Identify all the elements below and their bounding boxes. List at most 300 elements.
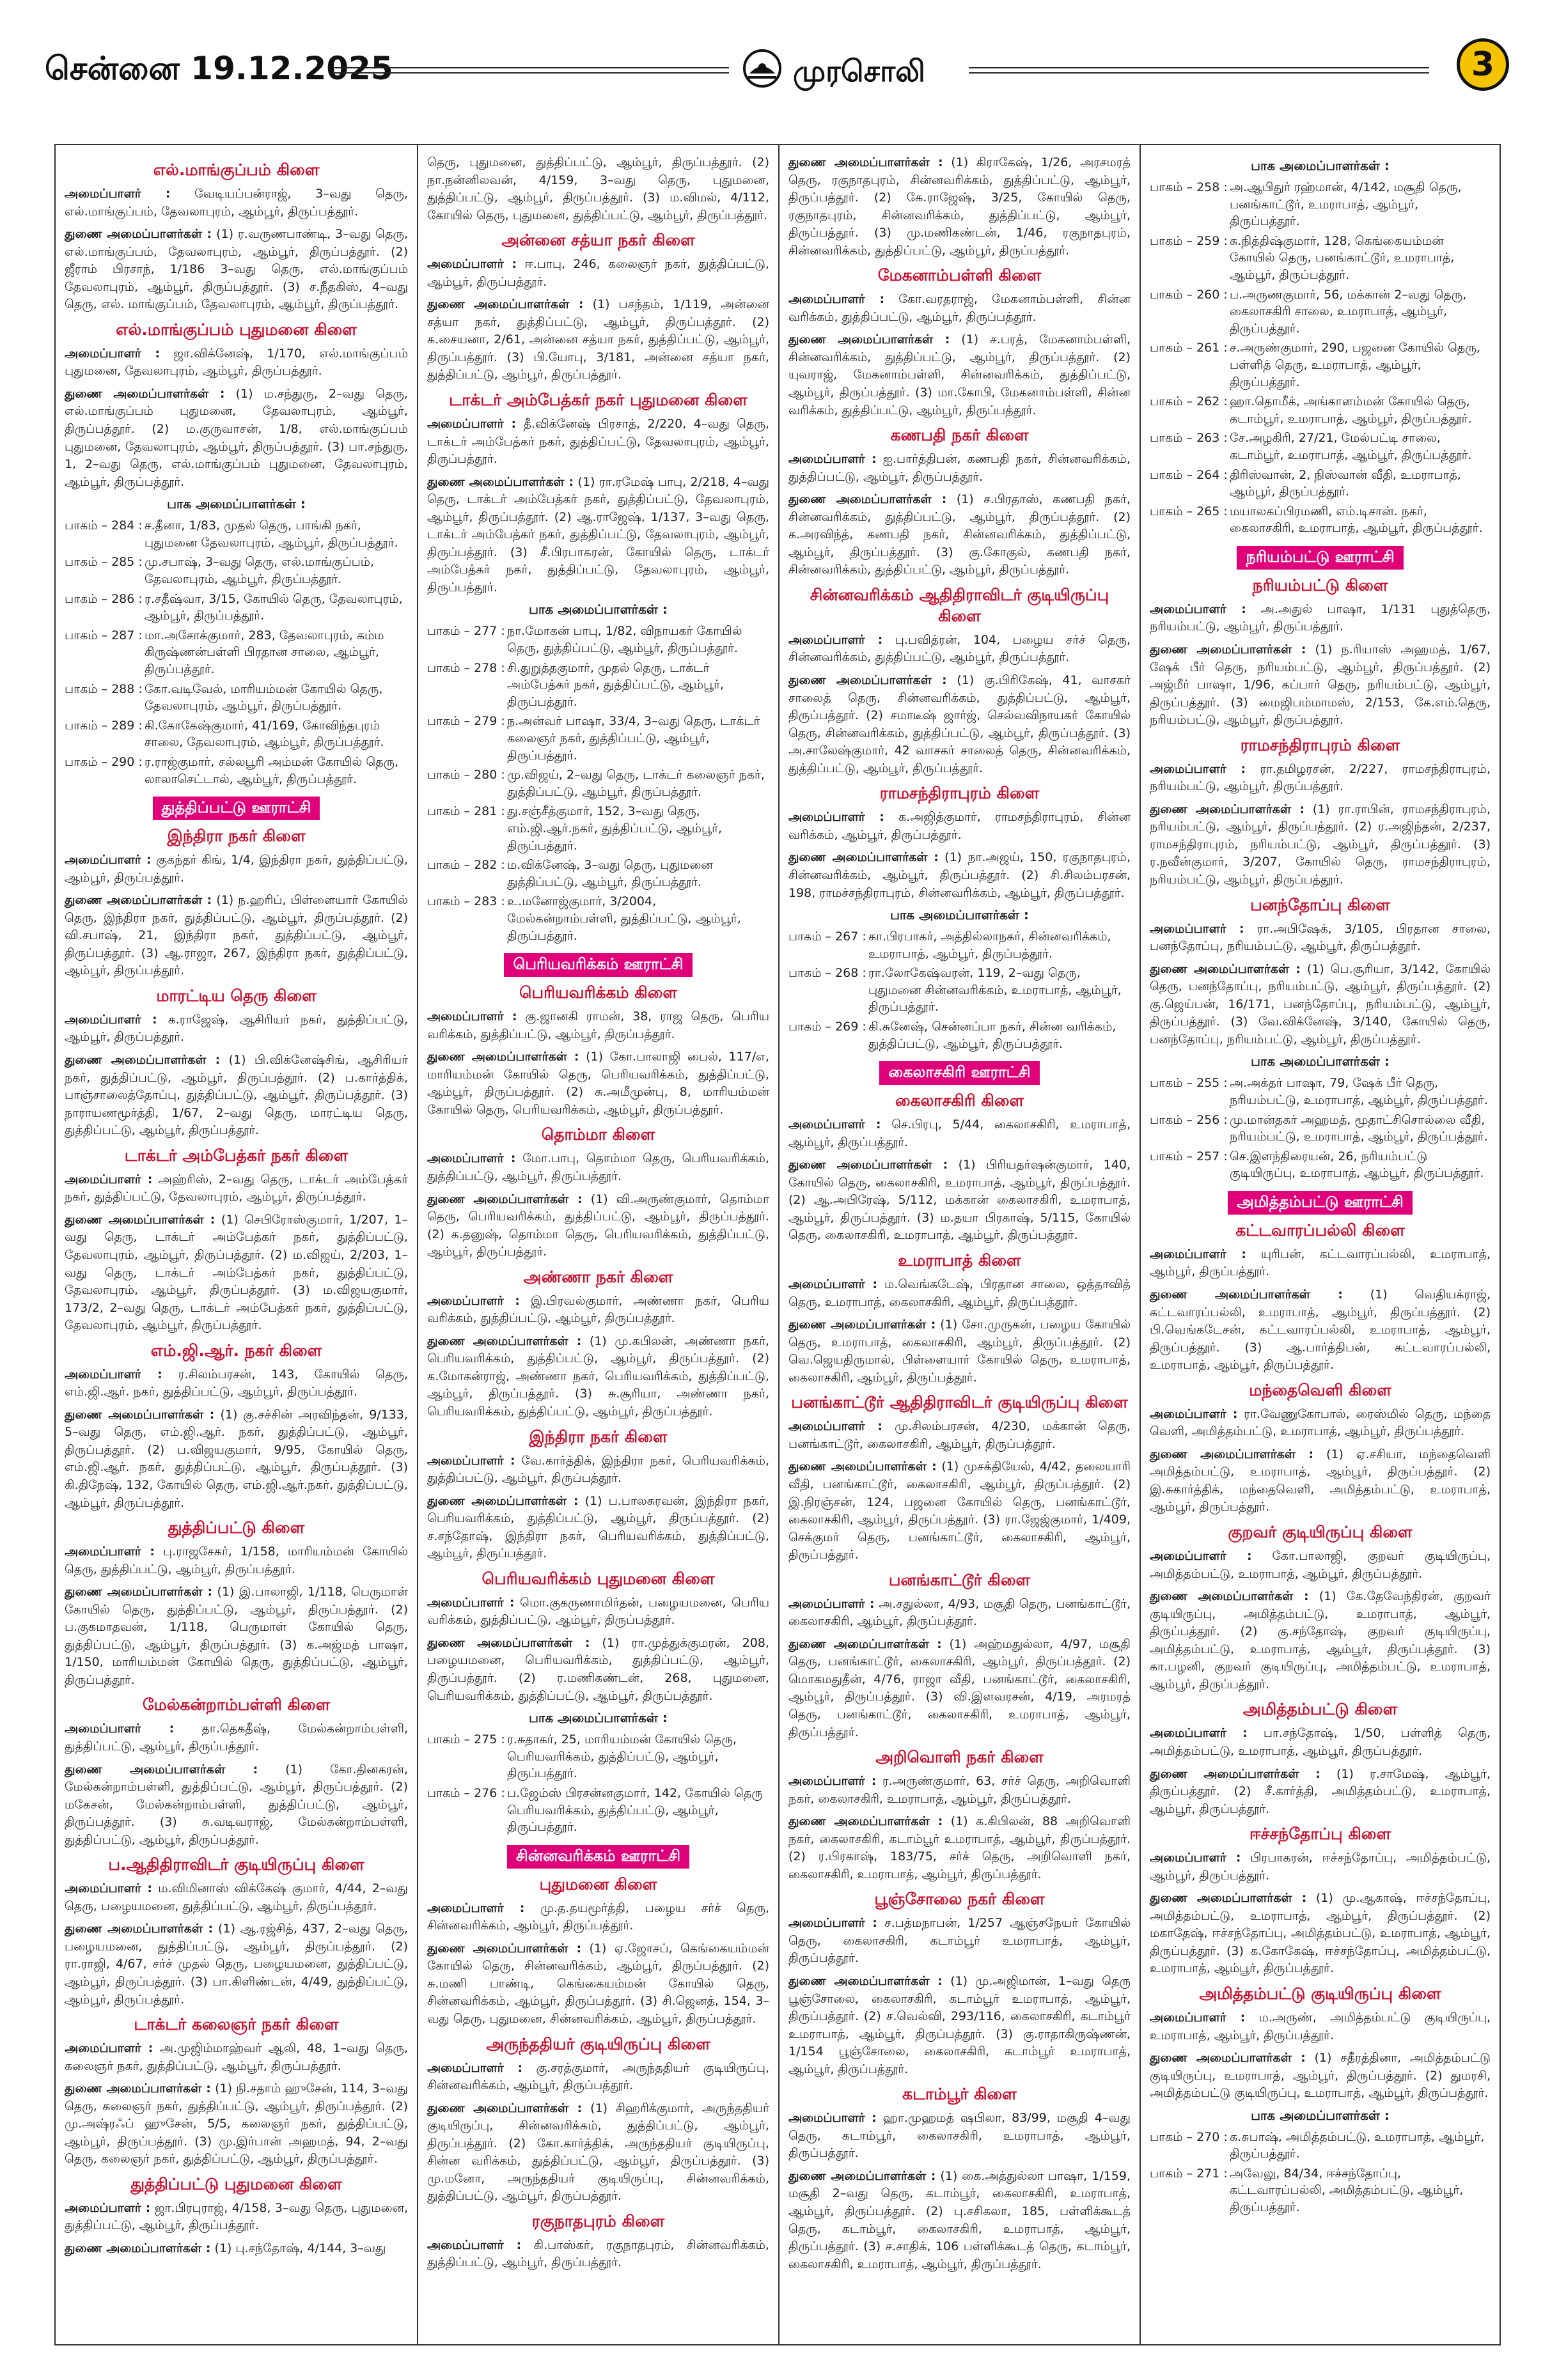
organizer-entry bbox=[788, 672, 1131, 777]
branch-heading: டாக்டர் கலைஞர் நகர் கிளை bbox=[134, 2015, 339, 2034]
panchayat-banner: அமித்தம்பட்டு ஊராட்சி bbox=[1228, 1191, 1413, 1215]
role-label: துணை அமைப்பாளர்கள் : bbox=[65, 893, 212, 908]
organizer-details: (1) சிஹரிக்குமார், அருந்ததியர் குடியிருப்பு, சின்னவரிக்கம், துத்திப்பட்டு, ஆம்பூர், திருப்பத்தூர். (2) கோ.கார்த்திக், அருந்ததியர் குடியிருப்பு, சின்ன வரிக்கம், துத்திப்பட்டு, ஆம்பூர், திருப்பத்தூர். (3) மு.மனோ, அருந்ததியர் குடியிருப்பு, சின்னவரிக்கம், துத்திப்பட்டு, ஆம்பூர், திருப்பத்தூர். bbox=[427, 2101, 770, 2204]
booth-entry bbox=[1150, 286, 1491, 338]
organizer-entry bbox=[788, 154, 1131, 260]
organizer-details: மு.சிலம்பரசன், 4/230, மக்கான் தெரு, பனங்காட்டூர், கைலாசகிரி, ஆம்பூர், திருப்பத்தூர். bbox=[788, 1419, 1131, 1451]
branch-heading: அண்ணா நகர் கிளை bbox=[523, 1267, 673, 1286]
organizer-entry bbox=[1150, 601, 1491, 636]
booth-entry bbox=[427, 766, 769, 800]
organizer-entry bbox=[65, 185, 408, 221]
branch-heading: பூஞ்சோலை நகர் கிளை bbox=[874, 1890, 1045, 1909]
role-label: அமைப்பாளர் : bbox=[788, 452, 877, 467]
organizer-entry bbox=[65, 2240, 408, 2258]
organizer-entry bbox=[1150, 761, 1491, 796]
role-label: அமைப்பாளர் : bbox=[65, 2041, 153, 2056]
organizer-entry bbox=[427, 1452, 769, 1488]
booth-number: பாகம் – 270 : bbox=[1150, 2129, 1228, 2144]
role-label: துணை அமைப்பாளர்கள் : bbox=[1150, 802, 1304, 816]
role-label: அமைப்பாளர் : bbox=[427, 257, 517, 272]
organizer-details: ர.சிலம்பரசன், 143, கோயில் தெரு, எம்.ஜி.ஆர். நகர், துத்திப்பட்டு, ஆம்பூர், திருப்பத்தூர். bbox=[65, 1367, 408, 1399]
organizer-details: பு.பவித்ரன், 104, பழைய சர்ச் தெரு, சின்னவரிக்கம், துத்திப்பட்டு, ஆம்பூர், திருப்பத்தூர். bbox=[788, 632, 1131, 665]
booth-organizer: அவேலு, 84/34, ஈச்சந்தோப்பு, கட்டவாரப்பல்லி, அமித்தம்பட்டு, ஆம்பூர், திருப்பத்தூர். bbox=[1230, 2166, 1464, 2215]
booth-entry bbox=[788, 928, 1131, 962]
role-label: துணை அமைப்பாளர்கள் : bbox=[1150, 1589, 1309, 1604]
organizer-entry bbox=[65, 1761, 408, 1849]
role-label: துணை அமைப்பாளர்கள் : bbox=[788, 1459, 937, 1474]
organizer-entry bbox=[427, 1008, 769, 1043]
role-label: அமைப்பாளர் : bbox=[788, 1419, 882, 1434]
organizer-entry bbox=[788, 1973, 1131, 2078]
branch-heading: உமராபாத் கிளை bbox=[898, 1251, 1021, 1270]
booth-entry bbox=[65, 591, 408, 625]
booth-entry bbox=[1150, 339, 1491, 391]
booth-organizer: ச.அருண்குமார், 290, பஜனை கோயில் தெரு, பள்ளித் தெரு, உமராபாத், ஆம்பூர், திருப்பத்தூர். bbox=[1230, 341, 1480, 389]
booth-entry bbox=[427, 1785, 769, 1836]
role-label: அமைப்பாளர் : bbox=[427, 1009, 517, 1024]
organizer-entry bbox=[788, 1458, 1131, 1564]
organizer-details: வே.கார்த்திக், இந்திரா நகர், பெரியவரிக்கம், துத்திப்பட்டு, ஆம்பூர், திருப்பத்தூர். bbox=[427, 1453, 769, 1486]
organizer-entry bbox=[65, 2200, 408, 2235]
role-label: துணை அமைப்பாளர்கள் : bbox=[427, 1192, 583, 1206]
booth-number: பாகம் – 269 : bbox=[788, 1020, 866, 1034]
role-label: அமைப்பாளர் : bbox=[427, 2237, 522, 2252]
branch-heading: அமித்தம்பட்டு குடியிருப்பு கிளை bbox=[1199, 1984, 1441, 2003]
organizer-details: அஹ்ரிஸ், 2–வது தெரு, டாக்டர் அம்பேத்கர் நகர், துத்திப்பட்டு, தேவலாபுரம், ஆம்பூர், திருப்பத்தூர். bbox=[65, 1172, 408, 1204]
role-label: அமைப்பாளர் : bbox=[1150, 1851, 1241, 1865]
booth-number: பாகம் – 260 : bbox=[1150, 287, 1228, 302]
organizer-entry bbox=[788, 291, 1131, 326]
organizer-details: ம.விமினாஸ் விக்கேஷ் குமார், 4/44, 2–வது தெரு, பழையமனை, துத்திப்பட்டு, ஆம்பூர், திருப்பத்தூர். bbox=[65, 1881, 408, 1913]
organizer-details: அ.அதுல் பாஷா, 1/131 புதுத்தெரு, நரியம்பட்டு, ஆம்பூர், திருப்பத்தூர். bbox=[1150, 602, 1491, 634]
organizer-entry bbox=[788, 1773, 1131, 1808]
organizer-entry bbox=[1150, 2009, 1491, 2044]
organizer-details: (1) அஹ்மதுல்லா, 4/97, மசூதி தெரு, பனங்காட்டூர், கைலாசகிரி, ஆம்பூர், திருப்பத்தூர். (2) மொகமதுதீன், 4/76, ராஜா வீதி, பனங்காட்டூர், கைலாசகிரி, ஆம்பூர், திருப்பத்தூர். (3) வி.இளவரசன், 4/19, அரமரத் தெரு, பனங்காட்டூர், கைலாசகிரி, உமராபாத், ஆம்பூர், திருப்பத்தூர். bbox=[788, 1637, 1131, 1739]
organizer-entry bbox=[65, 1052, 408, 1140]
branch-heading: துத்திப்பட்டு கிளை bbox=[168, 1518, 305, 1537]
subheading: பாக அமைப்பாளர்கள் : bbox=[1251, 158, 1390, 173]
column-3 bbox=[778, 145, 1140, 2344]
organizer-entry bbox=[788, 2110, 1131, 2163]
booth-organizer: ந.அன்வர் பாஷா, 33/4, 3–வது தெரு, டாக்டர் கலைஞர் நகர், துத்திப்பட்டு, ஆம்பூர், திருப்பத்தூர். bbox=[507, 714, 760, 763]
organizer-details: ர.அருண்குமார், 63, சர்ச் தெரு, அறிவொளி நகர், கைலாசகிரி, உமராபாத், ஆம்பூர், திருப்பத்தூர். bbox=[788, 1774, 1131, 1806]
booth-number: பாகம் – 285 : bbox=[65, 555, 143, 570]
organizer-details: தீ.விக்னேஷ் பிரசாத், 2/220, 4–வது தெரு, டாக்டர் அம்பேத்கர் நகர், துத்திப்பட்டு, தேவலாபுரம், ஆம்பூர், திருப்பத்தூர். bbox=[427, 417, 769, 467]
role-label: துணை அமைப்பாளர்கள் : bbox=[65, 227, 212, 242]
organizer-details: யுரிபன், கட்டவாரப்பல்லி, உமராபாத், ஆம்பூர், திருப்பத்தூர். bbox=[1150, 1247, 1491, 1279]
role-label: அமைப்பாளர் : bbox=[65, 853, 152, 867]
organizer-details: ம.வெங்கடேஷ், பிரதான சாலை, ஒத்தாவித் தெரு, உமராபாத், கைலாசகிரி, ஆம்பூர், திருப்பத்தூர். bbox=[788, 1277, 1131, 1309]
booth-number: பாகம் – 267 : bbox=[788, 929, 866, 944]
organizer-details: (1) முசக்தியேல், 4/42, தலையாரி வீதி, பனங்காட்டூர், கைலாசகிரி, ஆம்பூர், திருப்பத்தூர். (2) இ.நிரஞ்சன், 124, பஜனை கோயில் தெரு, பனங்காட்டூர், கைலாசகிரி, ஆம்பூர், திருப்பத்தூர். (3) ரா.ஜேஜ்குமார், 1/409, செக்குமர் தெரு, பனங்காட்டூர், கைலாசகிரி, ஆம்பூர், திருப்பத்தூர். bbox=[788, 1459, 1131, 1562]
organizer-details: (1) பிரியதர்ஷன்குமார், 140, கோயில் தெரு, கைலாசகிரி, உமராபாத், ஆம்பூர், திருப்பத்தூர். (2) ஆ.அபிரேஷ், 5/112, மக்கான் கைலாசகிரி, உமராபாத், ஆம்பூர், திருப்பத்தூர். (3) ம.தயா பிரகாஷ், 5/115, கோயில் தெரு, கைலாசகிரி, உமராபாத், ஆம்பூர், திருப்பத்தூர். bbox=[788, 1158, 1131, 1243]
role-label: அமைப்பாளர் : bbox=[788, 2111, 877, 2126]
page-content-frame bbox=[54, 144, 1501, 2345]
booth-number: பாகம் – 261 : bbox=[1150, 341, 1228, 355]
organizer-entry bbox=[1150, 641, 1491, 729]
role-label: அமைப்பாளர் : bbox=[65, 1881, 153, 1896]
organizer-entry bbox=[427, 1048, 769, 1119]
organizer-entry bbox=[427, 2100, 769, 2205]
subheading: பாக அமைப்பாளர்கள் : bbox=[529, 602, 668, 618]
organizer-entry bbox=[1150, 1849, 1491, 1885]
organizer-entry bbox=[1150, 921, 1491, 956]
role-label: துணை அமைப்பாளர்கள் : bbox=[1150, 1287, 1343, 1302]
role-label: அமைப்பாளர் : bbox=[427, 1595, 515, 1610]
role-label: அமைப்பாளர் : bbox=[1150, 1406, 1238, 1421]
organizer-details: ரா.தமிழரசன், 2/227, ராமசந்திராபுரம், நரியம்பட்டு, ஆம்பூர், திருப்பத்தூர். bbox=[1150, 761, 1491, 794]
booth-entry bbox=[65, 681, 408, 715]
booth-organizer: கா.பிரபாகர், அத்தில்லாநகர், சின்னவரிக்கம், உமராபாத், ஆம்பூர், திருப்பத்தூர். bbox=[868, 929, 1111, 961]
booth-entry bbox=[65, 717, 408, 751]
booth-number: பாகம் – 279 : bbox=[427, 714, 505, 729]
role-label: அமைப்பாளர் : bbox=[788, 1277, 877, 1292]
organizer-entry bbox=[65, 1211, 408, 1335]
organizer-details: கோ.வரதராஜ், மேகனாம்பள்ளி, சின்ன வரிக்கம், துத்திப்பட்டு, ஆம்பூர், திருப்பத்தூர். bbox=[788, 292, 1131, 324]
organizer-entry bbox=[788, 451, 1131, 486]
role-label: துணை அமைப்பாளர்கள் : bbox=[1150, 1891, 1307, 1906]
booth-entry bbox=[1150, 2165, 1491, 2216]
role-label: அமைப்பாளர் : bbox=[65, 187, 171, 201]
role-label: துணை அமைப்பாளர்கள் : bbox=[65, 386, 225, 401]
organizer-details: செ.பிரபு, 5/44, கைலாசகிரி, உமராபாத், ஆம்பூர், திருப்பத்தூர். bbox=[788, 1117, 1131, 1149]
booth-number: பாகம் – 290 : bbox=[65, 754, 143, 769]
booth-entry bbox=[788, 965, 1131, 1016]
booth-entry bbox=[1150, 1112, 1491, 1146]
organizer-details: (1) ம.சந்துரு, 2–வது தெரு, எல்.மாங்குப்பம் புதுமனை, தேவலாபுரம், ஆம்பூர், திருப்பத்தூர். (2) ம.குருவாசன், 1/8, எல்.மாங்குப்பம் புதுமனை, தேவலாபுரம், ஆம்பூர், திருப்பத்தூர். (3) பா.சந்துரு, 1, 2–வது தெரு, எல்.மாங்குப்பம் புதுமனை, தேவலாபுரம், ஆம்பூர், திருப்பத்தூர். bbox=[65, 386, 408, 489]
role-label: அமைப்பாளர் : bbox=[65, 1012, 157, 1027]
organizer-entry bbox=[788, 1813, 1131, 1883]
organizer-entry bbox=[427, 296, 769, 384]
role-label: துணை அமைப்பாளர்கள் : bbox=[788, 2168, 936, 2183]
role-label: துணை அமைப்பாளர்கள் : bbox=[427, 1941, 582, 1956]
role-label: அமைப்பாளர் : bbox=[1150, 921, 1244, 936]
booth-number: பாகம் – 262 : bbox=[1150, 394, 1228, 409]
organizer-entry bbox=[65, 1011, 408, 1046]
role-label: அமைப்பாளர் : bbox=[1150, 1726, 1248, 1741]
organizer-entry bbox=[427, 1333, 769, 1421]
organizer-details: (1) ப.பாலசுரவன், இந்திரா நகர், பெரியவரிக்கம், துத்திப்பட்டு, ஆம்பூர், திருப்பத்தூர். (2) ச.சந்தோஷ், இந்திரா நகர், பெரியவரிக்கம், துத்திப்பட்டு, ஆம்பூர், திருப்பத்தூர். bbox=[427, 1493, 769, 1561]
organizer-details: (1) கு.சச்சின் அரவிந்தன், 9/133, 5–வது தெரு, எம்.ஜி.ஆர். நகர், துத்திப்பட்டு, ஆம்பூர், திருப்பத்தூர். (2) ப.விஜயகுமார், 9/95, கோயில் தெரு, எம்.ஜி.ஆர். நகர், துத்திப்பட்டு, ஆம்பூர், திருப்பத்தூர். (3) கி.திநேஷ், 132, கோயில் தெரு, எம்.ஜி.ஆர்.நகர், துத்திப்பட்டு, ஆம்பூர், திருப்பத்தூர். bbox=[65, 1407, 409, 1510]
organizer-entry bbox=[788, 849, 1131, 902]
organizer-details: இ.பிரவல்குமார், அண்ணா நகர், பெரிய வரிக்கம், துத்திப்பட்டு, ஆம்பூர், திருப்பத்தூர். bbox=[427, 1293, 770, 1326]
organizer-entry bbox=[427, 1900, 769, 1935]
organizer-details: (1) கை.அத்துல்லா பாஷா, 1/159, மசூதி 2–வது தெரு, கடாம்பூர், கைலாசகிரி, உமராபாத், ஆம்பூர், திருப்பத்தூர். (2) பு.சசிகலா, 185, பள்ளிக்கூடத் தெரு, கடாம்பூர், கைலாசகிரி, உமராபாத், ஆம்பூர், திருப்பத்தூர். (3) ச.சாதிக், 106 பள்ளிக்கூடத் தெரு, கடாம்பூர், கைலாசகிரி, உமராபாத், ஆம்பூர், திருப்பத்தூர். bbox=[788, 2168, 1131, 2271]
booth-organizer: நா.மோகன் பாபு, 1/82, விநாயகர் கோயில் தெரு, துத்திப்பட்டு, ஆம்பூர், திருப்பத்தூர். bbox=[507, 624, 742, 656]
organizer-details: ரா.அபிஷேக், 3/105, பிரதான சாலை, பனந்தோப்பு, நரியம்பட்டு, ஆம்பூர், திருப்பத்தூர். bbox=[1150, 921, 1491, 954]
role-label: துணை அமைப்பாளர்கள் : bbox=[65, 1922, 214, 1936]
organizer-details: (1) க.கிபிலன், 88 அறிவொளி நகர், கைலாசகிரி, கடாம்பூர் உமராபாத், ஆம்பூர், திருப்பத்தூர். (2) ர.பிரகாஷ், 183/75, சர்ச் தெரு, அறிவொளி நகர், கைலாசகிரி, உமராபாத், ஆம்பூர், திருப்பத்தூர். bbox=[788, 1814, 1131, 1881]
organizer-details: (1) ரா.ராபின், ராமசந்திராபுரம், நரியம்பட்டு, ஆம்பூர், திருப்பத்தூர். (2) ர.அஜிந்தன், 2/237, ராமசந்திராபுரம், நரியம்பட்டு, ஆம்பூர், திருப்பத்தூர். (3) ர.நவீன்குமார், 3/207, கோயில் தெரு, ராமசந்திராபுரம், நரியம்பட்டு, ஆம்பூர், திருப்பத்தூர். bbox=[1150, 802, 1491, 887]
subheading: பாக அமைப்பாளர்கள் : bbox=[890, 907, 1029, 923]
booth-entry bbox=[1150, 393, 1491, 427]
booth-organizer: திரிஸ்வான், 2, நிஸ்வான் வீதி, உமராபாத், ஆம்பூர், திருப்பத்தூர். bbox=[1230, 467, 1461, 499]
panchayat-banner: துத்திப்பட்டு ஊராட்சி bbox=[153, 797, 320, 820]
branch-heading: எம்.ஜி.ஆர். நகர் கிளை bbox=[150, 1341, 322, 1360]
branch-heading: டாக்டர் அம்பேத்கர் நகர் கிளை bbox=[124, 1146, 349, 1165]
role-label: அமைப்பாளர் : bbox=[788, 1117, 881, 1132]
organizer-entry bbox=[1150, 2049, 1491, 2103]
booth-number: பாகம் – 276 : bbox=[427, 1785, 505, 1800]
role-label: அமைப்பாளர் : bbox=[427, 1453, 515, 1468]
role-label: துணை அமைப்பாளர்கள் : bbox=[65, 1053, 221, 1068]
branch-heading: டாக்டர் அம்பேத்கர் நகர் புதுமனை கிளை bbox=[449, 391, 748, 410]
organizer-details: ச.பத்மநாபன், 1/257 ஆஞ்சநேயர் கோயில் தெரு, கைலாசகிரி, கடாம்பூர் உமராபாத், ஆம்பூர், திருப்பத்தூர். bbox=[788, 1916, 1131, 1966]
branch-heading: எல்.மாங்குப்பம் கிளை bbox=[153, 160, 320, 179]
organizer-details: மொ.குகருணாமிர்தன், பழையமனை, பெரிய வரிக்கம், துத்திப்பட்டு, ஆம்பூர், திருப்பத்தூர். bbox=[427, 1595, 769, 1628]
organizer-details: கி.பாஸ்கர், ரகுநாதபுரம், சின்னவரிக்கம், துத்திப்பட்டு, ஆம்பூர், திருப்பத்தூர். bbox=[427, 2237, 769, 2270]
booth-number: பாகம் – 280 : bbox=[427, 768, 505, 782]
organizer-entry bbox=[427, 2060, 769, 2095]
role-label: துணை அமைப்பாளர்கள் : bbox=[788, 850, 939, 865]
role-label: அமைப்பாளர் : bbox=[65, 2200, 151, 2215]
booth-number: பாகம் – 287 : bbox=[65, 628, 143, 642]
role-label: அமைப்பாளர் : bbox=[427, 2060, 523, 2075]
role-label: துணை அமைப்பாளர்கள் : bbox=[788, 1318, 936, 1332]
booth-organizer: சி.துறுத்தகுமார், முதல் தெரு, டாக்டர் அம்பேத்கர் நகர், துத்திப்பட்டு, ஆம்பூர், திருப்பத்தூர். bbox=[507, 660, 725, 709]
branch-heading: அறிவொளி நகர் கிளை bbox=[875, 1748, 1044, 1767]
booth-organizer: சு.நித்திஷ்குமார், 128, கெங்கையம்மன் கோயில் தெரு, பனங்காட்டூர், உமராபாத், ஆம்பூர், திருப்பத்தூர். bbox=[1230, 233, 1455, 282]
header-rule-right bbox=[969, 67, 1429, 74]
organizer-entry bbox=[788, 1636, 1131, 1741]
booth-organizer: ப.ஜேம்ஸ் பிரசன்னகுமார், 142, கோயில் தெரு பெரியவரிக்கம், துத்திப்பட்டு, ஆம்பூர், திருப்பத்தூர். bbox=[507, 1785, 763, 1835]
booth-number: பாகம் – 256 : bbox=[1150, 1112, 1228, 1127]
organizer-entry bbox=[65, 226, 408, 314]
organizer-details: (1) கு.பிரிகேஷ், 41, வாசகர் சாலைத் தெரு, சின்னவரிக்கம், துத்திப்பட்டு, ஆம்பூர், திருப்பத்தூர். (2) சமாடீஷ் ஜார்ஜ், செல்வவிநாயகர் கோயில் தெரு, சின்னவரிக்கம், துத்திப்பட்டு, ஆம்பூர், திருப்பத்தூர். (3) அ.சாலேஷ்குமார், 42 வாசகர் சாலைத் தெரு, சின்னவரிக்கம், துத்திப்பட்டு, ஆம்பூர், திருப்பத்தூர். bbox=[788, 673, 1131, 775]
organizer-entry bbox=[1150, 1548, 1491, 1583]
column-2 bbox=[417, 145, 778, 2344]
branch-heading: கணபதி நகர் கிளை bbox=[890, 426, 1029, 445]
organizer-entry bbox=[788, 632, 1131, 667]
role-label: துணை அமைப்பாளர்கள் : bbox=[1150, 1766, 1320, 1781]
booth-number: பாகம் – 283 : bbox=[427, 894, 505, 909]
booth-organizer: கோ.வடிவேல், மாரியம்மன் கோயில் தெரு, தேவலாபுரம், ஆம்பூர், திருப்பத்தூர். bbox=[145, 681, 383, 713]
organizer-entry bbox=[427, 1293, 769, 1328]
header-rule-left bbox=[333, 67, 729, 74]
organizer-entry bbox=[65, 1366, 408, 1401]
organizer-entry bbox=[65, 2040, 408, 2075]
role-label: துணை அமைப்பாளர்கள் : bbox=[1150, 961, 1301, 976]
booth-entry bbox=[427, 803, 769, 854]
organizer-entry bbox=[65, 345, 408, 380]
organizer-details: (1) ந.ரியாஸ் அஹமத், 1/67, ஷேக் பீர் தெரு, நரியம்பட்டு, ஆம்பூர், திருப்பத்தூர். (2) அஜ்மீர் பாஷா, 1/96, கப்பார் தெரு, நரியம்பட்டு, ஆம்பூர், திருப்பத்தூர். (3) மைஜிபம்மாமஸ், 2/153, கே.எம்.தெரு, நரியம்பட்டு, ஆம்பூர், திருப்பத்தூர். bbox=[1150, 642, 1491, 727]
branch-heading: ரகுநாதபுரம் கிளை bbox=[531, 2211, 665, 2230]
branch-heading: கைலாசகிரி கிளை bbox=[895, 1091, 1024, 1110]
subheading: பாக அமைப்பாளர்கள் : bbox=[529, 1710, 668, 1726]
organizer-entry bbox=[427, 1191, 769, 1261]
booth-entry bbox=[427, 893, 769, 944]
organizer-details: (1) கோ.தினகரன், மேல்கன்றாம்பள்ளி, துத்திப்பட்டு, ஆம்பூர், திருப்பத்தூர். (2) மகேசன், மேல்கன்றாம்பள்ளி, துத்திப்பட்டு, ஆம்பூர், திருப்பத்தூர். (3) சு.வடிவராஜ், மேல்கன்றாம்பள்ளி, துத்திப்பட்டு, ஆம்பூர், திருப்பத்தூர். bbox=[65, 1762, 409, 1847]
booth-organizer: ர.ராஜ்குமார், சல்லபூரி அம்மன் கோயில் தெரு, லாலாசெட்டால், ஆம்பூர், திருப்பத்தூர். bbox=[145, 754, 399, 786]
booth-entry bbox=[1150, 1075, 1491, 1108]
role-label: அமைப்பாளர் : bbox=[427, 1151, 516, 1166]
newspaper-logo bbox=[742, 45, 953, 96]
branch-heading: இந்திரா நகர் கிளை bbox=[167, 827, 306, 846]
booth-number: பாகம் – 284 : bbox=[65, 518, 143, 533]
organizer-entry bbox=[427, 416, 769, 469]
organizer-entry bbox=[1150, 961, 1491, 1049]
role-label: துணை அமைப்பாளர்கள் : bbox=[65, 2081, 211, 2096]
role-label: அமைப்பாளர் : bbox=[65, 1722, 175, 1736]
role-label: அமைப்பாளர் : bbox=[788, 632, 883, 647]
booth-entry bbox=[427, 623, 769, 657]
organizer-entry bbox=[1150, 1246, 1491, 1281]
organizer-details: (1) நா.அஜய், 150, ரகுநாதபுரம், சின்னவரிக்கம், ஆம்பூர், திருப்பத்தூர். (2) சி.சிலம்பரசன், 198, ராமச்சந்திராபுரம், சின்னவரிக்கம், ஆம்பூர், திருப்பத்தூர். bbox=[788, 850, 1131, 900]
role-label: துணை அமைப்பாளர்கள் : bbox=[788, 1814, 943, 1829]
organizer-details: ஜா.பிரபுராஜ், 4/158, 3–வது தெரு, புதுமனை, துத்திப்பட்டு, ஆம்பூர், திருப்பத்தூர். bbox=[65, 2200, 409, 2233]
branch-heading: ராமசந்திராபுரம் கிளை bbox=[879, 784, 1040, 803]
role-label: அமைப்பாளர் : bbox=[65, 1544, 155, 1559]
organizer-details: அ.சதுல்லா, 4/93, மசூதி தெரு, பனங்காட்டூர், கைலாசகிரி, ஆம்பூர், திருப்பத்தூர். bbox=[788, 1596, 1131, 1629]
booth-organizer: ப.அருணகுமார், 56, மக்கான் 2–வது தெரு, கைலாசகிரி சாலை, உமராபாத், ஆம்பூர், திருப்பத்தூர். bbox=[1230, 287, 1467, 336]
organizer-details: (1) ர.வருணபாண்டி, 3–வது தெரு, எல்.மாங்குப்பம், தேவலாபுரம், ஆம்பூர், திருப்பத்தூர். (2) ஜீராம் பிரசாந், 1/186 3–வது தெரு, எல்.மாங்குப்பம் தேவலாபுரம், ஆம்பூர், திருப்பத்தூர். (3) ச.நீதகிஸ், 4–வது தெரு, எல். மாங்குப்பம், தேவலாபுரம், ஆம்பூர், திருப்பத்தூர். bbox=[65, 227, 408, 312]
organizer-details: கோ.பாலாஜி, குறவர் குடியிருப்பு, அமித்தம்பட்டு, உமராபாத், ஆம்பூர், திருப்பத்தூர். bbox=[1150, 1549, 1491, 1581]
booth-organizer: மு.மான்தகர் அஹமத், மூதாட்சிசொல்லை வீதி, நரியம்பட்டு, உமராபாத், ஆம்பூர், திருப்பத்தூர். bbox=[1230, 1112, 1488, 1144]
organizer-entry bbox=[65, 1543, 408, 1578]
organizer-details: (1) ந.ஹரிப், பிள்ளையார் கோயில் தெரு, இந்திரா நகர், துத்திப்பட்டு, ஆம்பூர், திருப்பத்தூர். (2) வி.சபாஷ், 21, இந்திரா நகர், துத்திப்பட்டு, ஆம்பூர், திருப்பத்தூர். (3) ஆ.ராஜா, 267, இந்திரா நகர், துத்திப்பட்டு, ஆம்பூர், திருப்பத்தூர். bbox=[65, 893, 409, 978]
role-label: துணை அமைப்பாளர்கள் : bbox=[65, 2241, 211, 2256]
page-number-badge: 3 bbox=[1457, 38, 1509, 91]
organizer-entry bbox=[65, 852, 408, 887]
role-label: அமைப்பாளர் : bbox=[788, 1774, 877, 1789]
booth-organizer: ம.விக்னேஷ், 3–வது தெரு, புதுமனை துத்திப்பட்டு, ஆம்பூர், திருப்பத்தூர். bbox=[507, 858, 713, 889]
booth-number: பாகம் – 278 : bbox=[427, 660, 505, 675]
booth-number: பாகம் – 277 : bbox=[427, 624, 505, 639]
organizer-details: கு.சரத்குமார், அருந்ததியர் குடியிருப்பு, சின்னவரிக்கம், ஆம்பூர், திருப்பத்தூர். bbox=[427, 2060, 769, 2093]
booth-organizer: ச.தீனா, 1/83, முதல் தெரு, பாங்கி நகர், புதுமனை தேவலாபுரம், ஆம்பூர், திருப்பத்தூர். bbox=[145, 518, 398, 550]
organizer-details: (1) பு.சந்தோஷ், 4/144, 3–வது bbox=[210, 2241, 386, 2256]
organizer-entry bbox=[1150, 1406, 1491, 1441]
organizer-details: (1) இ.பாலாஜி, 1/118, பெருமாள் கோயில் தெரு, துத்திப்பட்டு, ஆம்பூர், திருப்பத்தூர். (2) ப.குகமாதவன், 1/118, பெருமாள் கோயில் தெரு, துத்திப்பட்டு, ஆம்பூர், திருப்பத்தூர். (3) க.அஜ்மத் பாஷா, 1/150, மாரியம்மன் கோயில் தெரு, துத்திப்பட்டு, ஆம்பூர், திருப்பத்தூர். bbox=[65, 1585, 409, 1687]
booth-entry bbox=[427, 713, 769, 764]
branch-heading: பனங்காட்டூர் ஆதிதிராவிடர் குடியிருப்பு கிளை bbox=[791, 1393, 1128, 1412]
booth-entry bbox=[427, 857, 769, 891]
branch-heading: பெரியவரிக்கம் புதுமனை கிளை bbox=[482, 1569, 715, 1588]
booth-organizer: மா.அசோக்குமார், 283, தேவலாபுரம், கம்ம கிருஷ்ணன்பள்ளி பிரதான சாலை, ஆம்பூர், திருப்பத்தூர். bbox=[145, 628, 384, 676]
booth-entry bbox=[427, 660, 769, 711]
organizer-entry bbox=[788, 1915, 1131, 1968]
booth-number: பாகம் – 264 : bbox=[1150, 467, 1228, 482]
organizer-details: ரா.வேணுகோபால், ரைஸ்மில் தெரு, மந்தை வெளி, அமித்தம்பட்டு, உமராபாத், ஆம்பூர், திருப்பத்தூர். bbox=[1150, 1406, 1491, 1439]
branch-heading: அமித்தம்பட்டு கிளை bbox=[1242, 1700, 1398, 1719]
branch-heading: அருந்ததியர் குடியிருப்பு கிளை bbox=[486, 2034, 710, 2053]
organizer-details: (1) செபிரோஸ்குமார், 1/207, 1–வது தெரு, டாக்டர் அம்பேத்கர் நகர், துத்திப்பட்டு, தேவலாபுரம், ஆம்பூர், திருப்பத்தூர். (2) ம.விஜய், 2/203, 1–வது தெரு, டாக்டர் அம்பேத்கர் நகர், துத்திப்பட்டு, தேவலாபுரம், ஆம்பூர், திருப்பத்தூர். (3) ம.விஜயகுமார், 173/2, 2–வது தெரு, டாக்டர் அம்பேத்கர் நகர், துத்திப்பட்டு, தேவலாபுரம், ஆம்பூர், திருப்பத்தூர். bbox=[65, 1212, 408, 1333]
organizer-details: (1) பி.விக்னேஷ்சிங், ஆசிரியர் நகர், துத்திப்பட்டு, ஆம்பூர், திருப்பத்தூர். (2) ப.கார்த்திக், பாஞ்சாலைத்தோப்பு, துத்திப்பட்டு, ஆம்பூர், திருப்பத்தூர். (3) நாராயணமூர்த்தி, 1/67, 2–வது தெரு, மாரட்டிய தெரு, துத்திப்பட்டு, ஆம்பூர், திருப்பத்தூர். bbox=[65, 1053, 409, 1138]
organizer-details: தெரு, புதுமனை, துத்திப்பட்டு, ஆம்பூர், திருப்பத்தூர். (2) நா.நன்னிலவன், 4/159, 3–வது தெரு, புதுமனை, துத்திப்பட்டு, ஆம்பூர், திருப்பத்தூர். (3) ம.விமல், 4/112, கோயில் தெரு, புதுமனை, துத்திப்பட்டு, ஆம்பூர், திருப்பத்தூர். bbox=[427, 155, 769, 222]
organizer-entry bbox=[1150, 1446, 1491, 1516]
panchayat-banner: சின்னவரிக்கம் ஊராட்சி bbox=[507, 1845, 689, 1869]
organizer-entry bbox=[65, 1171, 408, 1206]
booth-organizer: சே.அழகிரி, 27/21, மேல்பட்டி சாலை, கடாம்பூர், உமராபாத், ஆம்பூர், திருப்பத்தூர். bbox=[1230, 431, 1472, 462]
organizer-details: பு.ராஜசேகர், 1/158, மாரியம்மன் கோயில் தெரு, துத்திப்பட்டு, ஆம்பூர், திருப்பத்தூர். bbox=[65, 1544, 409, 1576]
role-label: அமைப்பாளர் : bbox=[1150, 761, 1246, 776]
role-label: அமைப்பாளர் : bbox=[65, 346, 161, 361]
booth-organizer: து.சஞ்சீத்குமார், 152, 3–வது தெரு, எம்.ஜி.ஆர்.நகர், துத்திப்பட்டு, ஆம்பூர், திருப்பத்தூர். bbox=[507, 804, 723, 853]
booth-entry bbox=[427, 1731, 769, 1782]
branch-heading: துத்திப்பட்டு புதுமனை கிளை bbox=[130, 2174, 342, 2193]
booth-organizer: கி.கோகேஷ்குமார், 41/169, கோவிந்தபுரம் சாலை, தேவலாபுரம், ஆம்பூர், திருப்பத்தூர். bbox=[145, 718, 384, 750]
organizer-details: ஹா.முஹமத் ஷபிலா, 83/99, மசூதி 4–வது தெரு, கடாம்பூர், கைலாசகிரி, உமராபாத், ஆம்பூர், திருப்பத்தூர். bbox=[788, 2111, 1131, 2161]
branch-heading: கட்டவாரப்பல்லி கிளை bbox=[1235, 1220, 1405, 1240]
role-label: அமைப்பாளர் : bbox=[1150, 1549, 1252, 1564]
booth-organizer: அ.ஆபிதுர் ரஹ்மான், 4/142, மசூதி தெரு, பனங்காட்டூர், உமராபாத், ஆம்பூர், திருப்பத்தூர். bbox=[1230, 180, 1462, 229]
booth-number: பாகம் – 259 : bbox=[1150, 233, 1228, 248]
organizer-details: குகந்தர் கிங், 1/4, இந்திரா நகர், துத்திப்பட்டு, ஆம்பூர், திருப்பத்தூர். bbox=[65, 853, 408, 885]
booth-number: பாகம் – 263 : bbox=[1150, 431, 1228, 446]
organizer-details: (1) மு.கபிலன், அண்ணா நகர், பெரியவரிக்கம், துத்திப்பட்டு, ஆம்பூர், திருப்பத்தூர். (2) க.மோகன்ராஜ், அண்ணா நகர், பெரியவரிக்கம், துத்திப்பட்டு, ஆம்பூர், திருப்பத்தூர். (3) சு.சூரியா, அண்ணா நகர், பெரியவரிக்கம், துத்திப்பட்டு, ஆம்பூர், திருப்பத்தூர். bbox=[427, 1334, 769, 1419]
booth-entry bbox=[65, 517, 408, 551]
booth-number: பாகம் – 275 : bbox=[427, 1732, 505, 1747]
role-label: துணை அமைப்பாளர்கள் : bbox=[427, 297, 584, 312]
organizer-details: (1) வி.அருண்குமார், தொம்மா தெரு, பெரியவரிக்கம், துத்திப்பட்டு, ஆம்பூர், திருப்பத்தூர். (2) க.தனுஷ், தொம்மா தெரு, பெரியவரிக்கம், துத்திப்பட்டு, ஆம்பூர், திருப்பத்தூர். bbox=[427, 1192, 769, 1259]
organizer-details: (1) ச.பரத், மேகனாம்பள்ளி, சின்னவரிக்கம், துத்திப்பட்டு, ஆம்பூர், திருப்பத்தூர். (2) யுவராஜ், மேகனாம்பள்ளி, சின்னவரிக்கம், துத்திப்பட்டு, ஆம்பூர், திருப்பத்தூர். (3) மா.கோபி, மேகனாம்பள்ளி, சின்ன வரிக்கம், துத்திப்பட்டு, ஆம்பூர், திருப்பத்தூர். bbox=[788, 332, 1131, 417]
organizer-entry bbox=[427, 1940, 769, 2028]
organizer-details: ஐ.பார்த்திபன், கணபதி நகர், சின்னவரிக்கம், துத்திப்பட்டு, ஆம்பூர், திருப்பத்தூர். bbox=[788, 452, 1131, 484]
role-label: அமைப்பாளர் : bbox=[1150, 602, 1246, 616]
masthead bbox=[45, 38, 1509, 102]
organizer-details: (1) ரா.ரமேஷ் பாபு, 2/218, 4–வது தெரு, டாக்டர் அம்பேத்கர் நகர், துத்திப்பட்டு, தேவலாபுரம், ஆம்பூர், திருப்பத்தூர். (2) ஆ.ராஜேஷ், 1/137, 3–வது தெரு, டாக்டர் அம்பேத்கர் நகர், துத்திப்பட்டு, தேவலாபுரம், ஆம்பூர், திருப்பத்தூர். (3) சீ.பிரபாகரன், கோயில் தெரு, டாக்டர் அம்பேத்கர் நகர், துத்திப்பட்டு, தேவலாபுரம், ஆம்பூர், திருப்பத்தூர். bbox=[427, 474, 770, 595]
organizer-entry bbox=[1150, 1286, 1491, 1374]
organizer-entry bbox=[788, 1276, 1131, 1311]
panchayat-banner: நரியம்பட்டு ஊராட்சி bbox=[1237, 546, 1403, 570]
edition-date: சென்னை 19.12.2025 bbox=[45, 50, 393, 87]
organizer-entry bbox=[1150, 1588, 1491, 1693]
booth-organizer: மு.விஜய், 2–வது தெரு, டாக்டர் கலைஞர் நகர், துத்திப்பட்டு, ஆம்பூர், திருப்பத்தூர். bbox=[507, 768, 765, 799]
booth-number: பாகம் – 271 : bbox=[1150, 2166, 1228, 2181]
role-label: அமைப்பாளர் : bbox=[65, 1172, 153, 1186]
branch-heading: மேகனாம்பள்ளி கிளை bbox=[877, 266, 1042, 285]
organizer-entry bbox=[65, 1720, 408, 1755]
booth-organizer: மு.சபாஷ், 3–வது தெரு, எல்.மாங்குப்பம், தேவலாபுரம், ஆம்பூர், திருப்பத்தூர். bbox=[145, 555, 375, 586]
branch-heading: பெரியவரிக்கம் கிளை bbox=[519, 983, 677, 1002]
booth-entry bbox=[1150, 1148, 1491, 1182]
booth-entry bbox=[1150, 467, 1491, 501]
branch-heading: ப.ஆதிதிராவிடர் குடியிருப்பு கிளை bbox=[108, 1855, 364, 1874]
role-label: துணை அமைப்பாளர்கள் : bbox=[1150, 2051, 1306, 2065]
branch-heading: ஈச்சந்தோப்பு கிளை bbox=[1249, 1824, 1391, 1844]
role-label: அமைப்பாளர் : bbox=[788, 810, 884, 825]
organizer-details: மு.த.தயமூர்த்தி, பழைய சர்ச் தெரு, சின்னவரிக்கம், ஆம்பூர், திருப்பத்தூர். bbox=[427, 1901, 769, 1933]
organizer-entry bbox=[65, 892, 408, 980]
organizer-entry bbox=[788, 331, 1131, 419]
organizer-entry bbox=[427, 154, 769, 224]
role-label: துணை அமைப்பாளர்கள் : bbox=[788, 1637, 942, 1651]
organizer-details: (1) பெ.சூரியா, 3/142, கோயில் தெரு, பனந்தோப்பு, நரியம்பட்டு, ஆம்பூர், திருப்பத்தூர். (2) கு.ஜெய்பன், 16/171, பனந்தோப்பு, நரியம்பட்டு, ஆம்பூர், திருப்பத்தூர். (3) வே.விக்னேஷ், 3/140, கோயில் தெரு, பனந்தோப்பு, நரியம்பட்டு, ஆம்பூர், திருப்பத்தூர். bbox=[1150, 961, 1491, 1046]
branch-heading: மேல்கன்றாம்பள்ளி கிளை bbox=[142, 1695, 331, 1715]
organizer-details: தா.தெகதீஷ், மேல்கன்றாம்பள்ளி, துத்திப்பட்டு, ஆம்பூர், திருப்பத்தூர். bbox=[65, 1722, 409, 1754]
organizer-details: (1) ஆ.ரஜ்சித், 437, 2–வது தெரு, பழையமனை, துத்திப்பட்டு, ஆம்பூர், திருப்பத்தூர். (2) ரா.ராஜி, 4/67, சர்ச் முதல் தெரு, பழையமனை, துத்திப்பட்டு, ஆம்பூர், திருப்பத்தூர். (3) பா.கிளிண்டன், 4/49, துத்திப்பட்டு, ஆம்பூர், திருப்பத்தூர். bbox=[65, 1922, 408, 2007]
organizer-details: (1) பசந்தம், 1/119, அன்னை சத்யா நகர், துத்திப்பட்டு, ஆம்பூர், திருப்பத்தூர். (2) க.சையனா, 2/61, அன்னை சத்யா நகர், துத்திப்பட்டு, ஆம்பூர், திருப்பத்தூர். (3) பி.யோபு, 3/181, அன்னை சத்யா நகர், துத்திப்பட்டு, ஆம்பூர், திருப்பத்தூர். bbox=[427, 297, 770, 382]
booth-number: பாகம் – 265 : bbox=[1150, 504, 1228, 518]
organizer-details: ஈ.பாபு, 246, கலைஞர் நகர், துத்திப்பட்டு, ஆம்பூர், திருப்பத்தூர். bbox=[427, 257, 769, 289]
organizer-entry bbox=[65, 1920, 408, 2009]
organizer-entry bbox=[788, 1418, 1131, 1453]
role-label: துணை அமைப்பாளர்கள் : bbox=[427, 2101, 583, 2115]
role-label: அமைப்பாளர் : bbox=[427, 417, 517, 432]
sun-emblem-icon bbox=[742, 48, 783, 89]
booth-entry bbox=[65, 754, 408, 788]
booth-organizer: ஹா.தொமீக், அங்காளம்மன் கோயில் தெரு, கடாம்பூர், உமராபாத், ஆம்பூர், திருப்பத்தூர். bbox=[1230, 394, 1472, 426]
role-label: அமைப்பாளர் : bbox=[1150, 1247, 1246, 1261]
organizer-entry bbox=[788, 2168, 1131, 2273]
organizer-details: பா.சந்தோஷ், 1/50, பள்ளித் தெரு, அமித்தம்பட்டு, உமராபாத், ஆம்பூர், திருப்பத்தூர். bbox=[1150, 1726, 1491, 1758]
booth-organizer: ர.சுதாகர், 25, மாரியம்மன் கோயில் தெரு, பெரியவரிக்கம், துத்திப்பட்டு, ஆம்பூர், திருப்பத்தூர். bbox=[507, 1732, 737, 1781]
role-label: துணை அமைப்பாளர்கள் : bbox=[65, 1407, 215, 1422]
role-label: துணை அமைப்பாளர்கள் : bbox=[65, 1762, 258, 1777]
organizer-details: மோ.பாபு, தொம்மா தெரு, பெரியவரிக்கம், துத்திப்பட்டு, ஆம்பூர், திருப்பத்தூர். bbox=[427, 1151, 769, 1183]
booth-organizer: கி.சுனேஷ், சென்னப்பா நகர், சின்ன வரிக்கம், துத்திப்பட்டு, ஆம்பூர், திருப்பத்தூர். bbox=[868, 1020, 1116, 1051]
branch-heading: நரியம்பட்டு கிளை bbox=[1252, 575, 1388, 595]
